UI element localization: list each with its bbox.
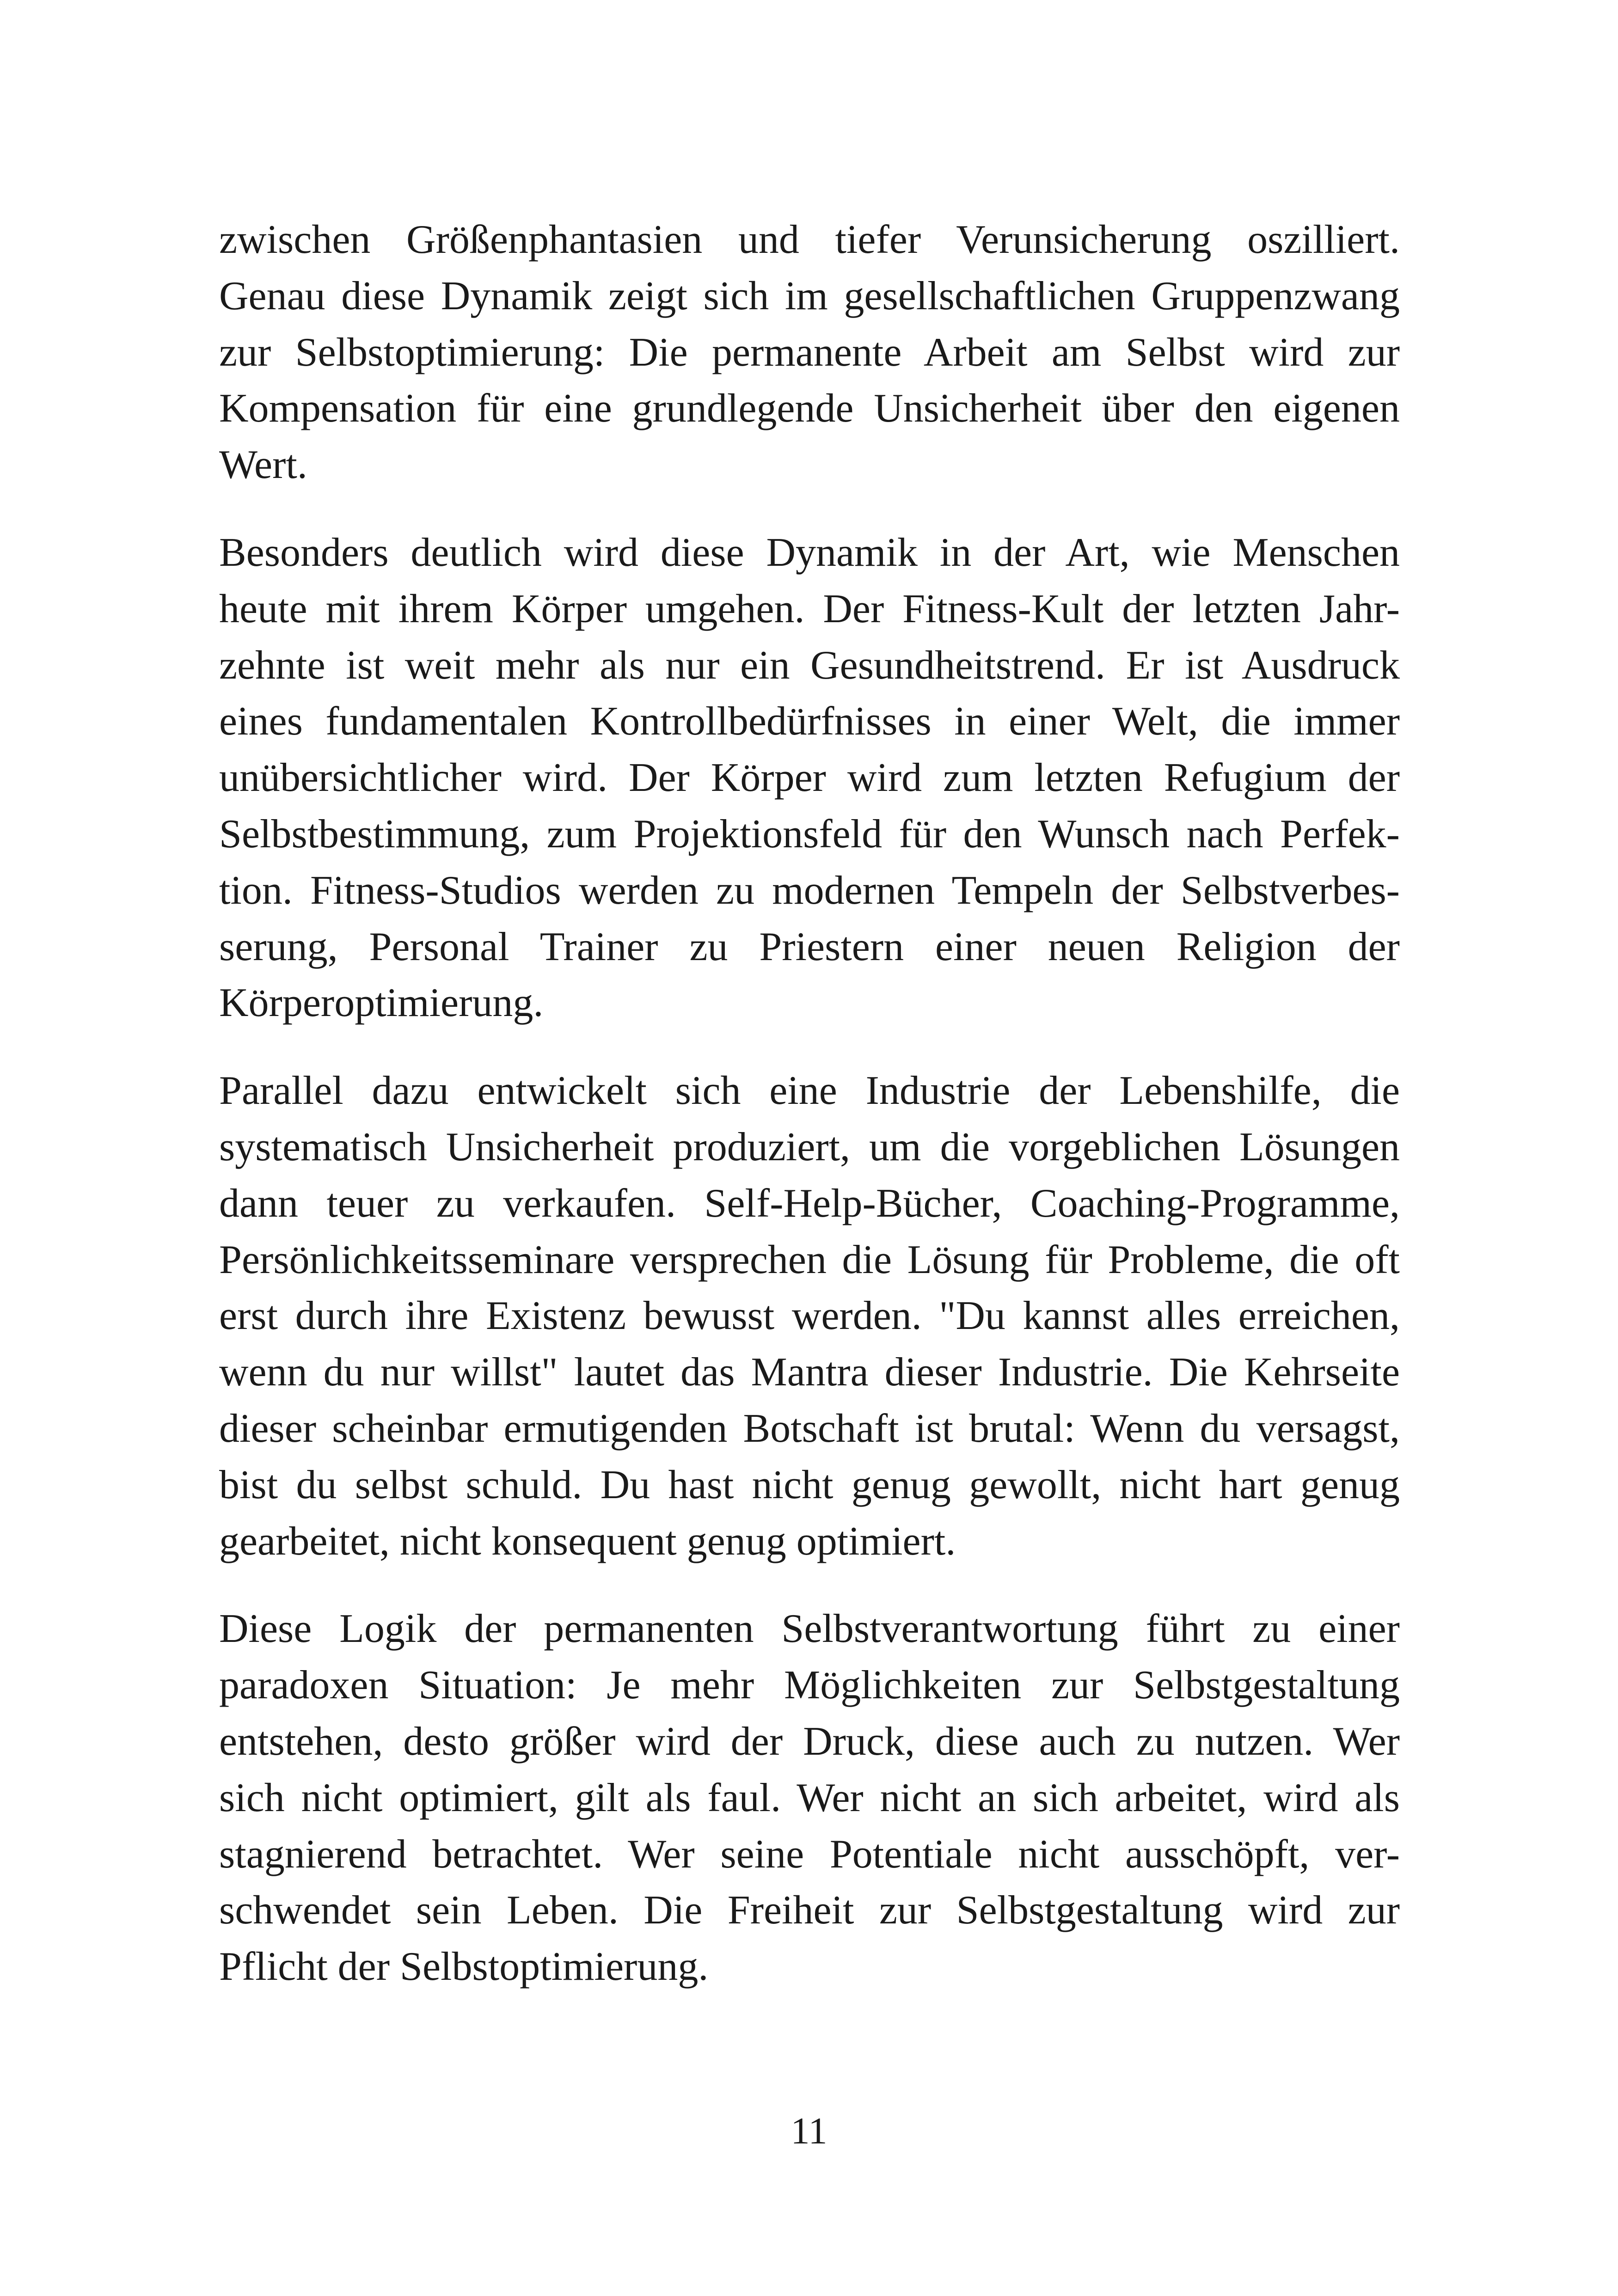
text-line: heute mit ihrem Körper umgehen. Der Fitness-Kult der letzten Jahr- — [219, 586, 1400, 631]
text-line: entstehen, desto größer wird der Druck, diese auch zu nutzen. Wer — [219, 1719, 1400, 1764]
text-line: wenn du nur willst" lautet das Mantra dieser Industrie. Die Kehrseite — [219, 1350, 1400, 1395]
text-line: erst durch ihre Existenz bewusst werden. "Du kannst alles erreichen, — [219, 1293, 1400, 1339]
text-line: dann teuer zu verkaufen. Self-Help-Bücher, Coaching-Programme, — [219, 1181, 1400, 1226]
text-line: eines fundamentalen Kontrollbedürfnisses in einer Welt, die immer — [219, 699, 1400, 744]
text-line: Diese Logik der permanenten Selbstverantwortung führt zu einer — [219, 1606, 1400, 1652]
paragraph-1 — [219, 212, 1400, 493]
text-line: zur Selbstoptimierung: Die permanente Arbeit am Selbst wird zur — [219, 330, 1400, 375]
text-line: Parallel dazu entwickelt sich eine Industrie der Lebenshilfe, die — [219, 1068, 1400, 1114]
text-line: paradoxen Situation: Je mehr Möglichkeiten zur Selbstgestaltung — [219, 1663, 1400, 1708]
paragraph-4 — [219, 1601, 1400, 1995]
text-line: schwendet sein Leben. Die Freiheit zur Selbstgestaltung wird zur — [219, 1888, 1400, 1933]
text-line: tion. Fitness-Studios werden zu modernen Tempeln der Selbstverbes- — [219, 868, 1400, 913]
text-line: Wert. — [219, 442, 307, 488]
paragraph-3 — [219, 1063, 1400, 1569]
text-line: Pflicht der Selbstoptimierung. — [219, 1944, 709, 1990]
text-line: unübersichtlicher wird. Der Körper wird zum letzten Refugium der — [219, 755, 1400, 801]
paragraph-2 — [219, 525, 1400, 1031]
text-line: Genau diese Dynamik zeigt sich im gesellschaftlichen Gruppenzwang — [219, 273, 1400, 318]
text-line: bist du selbst schuld. Du hast nicht genug gewollt, nicht hart genug — [219, 1462, 1400, 1507]
text-line: systematisch Unsicherheit produziert, um die vorgeblichen Lösungen — [219, 1124, 1400, 1169]
text-line: Besonders deutlich wird diese Dynamik in der Art, wie Menschen — [219, 530, 1400, 575]
body-text — [219, 212, 1400, 2027]
text-line: serung, Personal Trainer zu Priestern einer neuen Religion der — [219, 924, 1400, 969]
text-line: Körperoptimierung. — [219, 980, 544, 1026]
text-line: Selbstbestimmung, zum Projektionsfeld für den Wunsch nach Perfek- — [219, 811, 1400, 857]
text-line: stagnierend betrachtet. Wer seine Potentiale nicht ausschöpft, ver- — [219, 1831, 1400, 1877]
page-number: 11 — [791, 2110, 827, 2152]
text-line: zwischen Größenphantasien und tiefer Verunsicherung oszilliert. — [219, 217, 1400, 262]
text-line: dieser scheinbar ermutigenden Botschaft ist brutal: Wenn du versagst, — [219, 1406, 1400, 1451]
text-line: gearbeitet, nicht konsequent genug optimiert. — [219, 1518, 956, 1564]
text-line: zehnte ist weit mehr als nur ein Gesundheitstrend. Er ist Ausdruck — [219, 643, 1400, 688]
text-line: sich nicht optimiert, gilt als faul. Wer nicht an sich arbeitet, wird als — [219, 1775, 1400, 1820]
text-line: Persönlichkeitsseminare versprechen die Lösung für Probleme, die oft — [219, 1237, 1400, 1282]
text-line: Kompensation für eine grundlegende Unsicherheit über den eigenen — [219, 386, 1400, 431]
